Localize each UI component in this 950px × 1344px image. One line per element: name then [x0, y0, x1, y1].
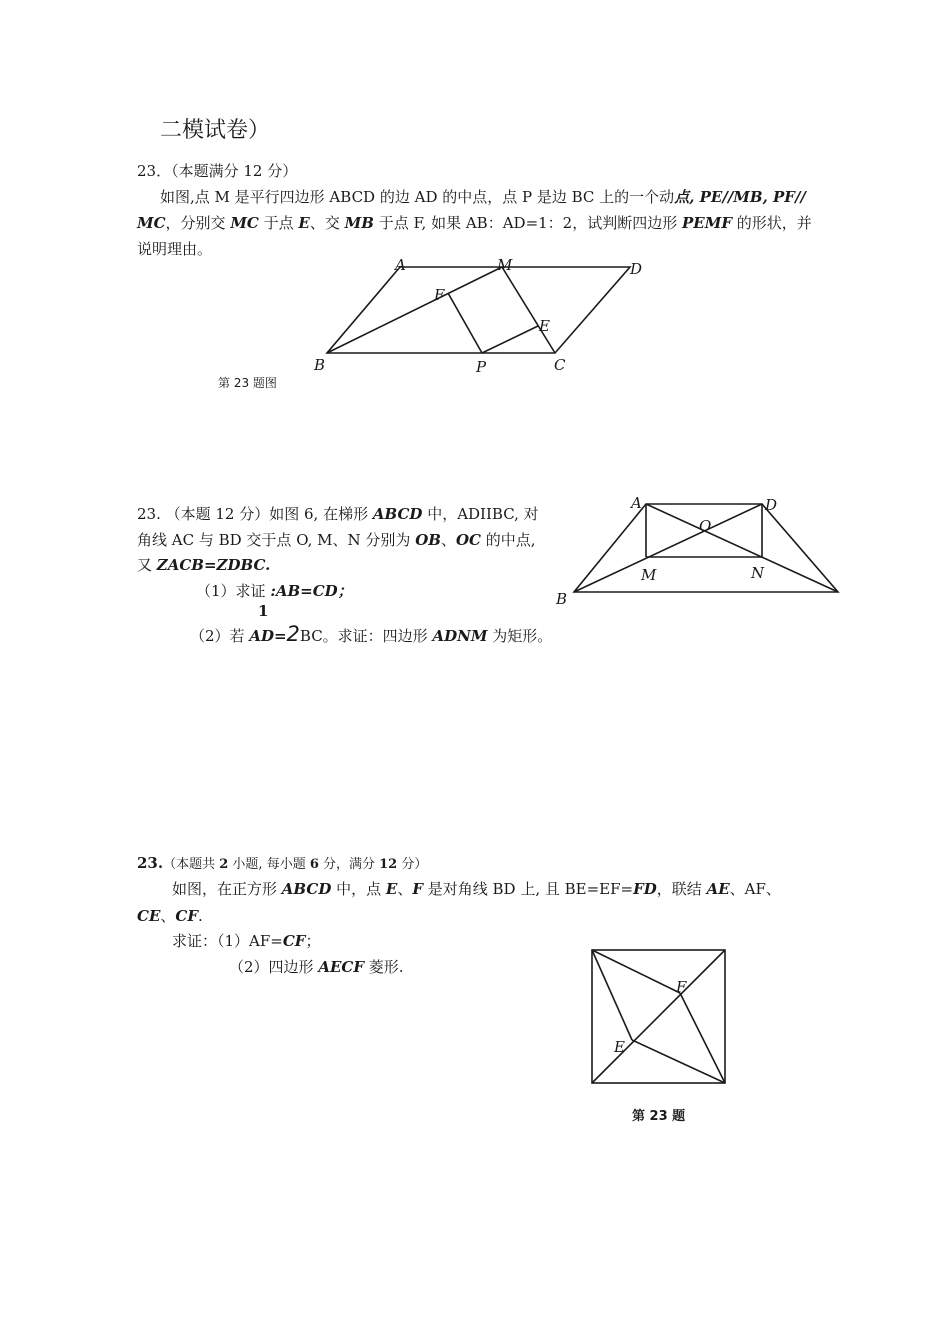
problem1-term: E	[298, 214, 310, 232]
problem2-text: 中，ADIIBC, 对	[422, 505, 539, 523]
problem2-line5: 1	[258, 602, 269, 620]
problem3-term: CF	[282, 932, 306, 950]
problem2-term: ZACB=ZDBC.	[156, 556, 271, 574]
problem3-term: ABCD	[281, 880, 332, 898]
problem3-term: FD	[633, 880, 657, 898]
label-d: D	[765, 496, 778, 514]
problem1-text: 、交	[309, 214, 345, 232]
problem2-text: （1）求证	[196, 582, 271, 600]
problem1-text: 于点 F, 如果 AB：AD=1：2，试判断四边形	[373, 214, 682, 232]
problem2-big-digit: 2	[286, 622, 300, 646]
problem1-text: 的形状，并	[731, 214, 812, 232]
problem3-term: AE	[706, 880, 730, 898]
problem2-term: :AB=CD；	[270, 582, 353, 600]
problem3-text: 求证：（1）AF=	[172, 932, 283, 950]
problem3-score-text: 小题, 每小题	[228, 857, 310, 872]
problem3-text: .	[197, 907, 203, 925]
label-a: A	[395, 256, 406, 274]
problem1-term: PEMF	[682, 214, 732, 232]
label-n: N	[751, 564, 765, 582]
problem2-text: （2）若	[190, 627, 250, 645]
problem3-text: 、AF、	[729, 880, 781, 898]
problem3-score-num: 2	[219, 857, 229, 872]
problem2-text: 的中点,	[480, 531, 536, 549]
problem2-text: 为矩形。	[487, 627, 553, 645]
label-p: P	[476, 358, 487, 376]
problem1-number: 23．	[137, 162, 172, 180]
problem1-text: 于点	[258, 214, 299, 232]
diagonal-bd	[592, 950, 725, 1083]
problem3-score-text: 分）	[397, 857, 428, 872]
problem3-text: 菱形.	[363, 958, 404, 976]
segment-ae	[592, 950, 632, 1040]
problem1-term: MB	[344, 214, 374, 232]
segment-af	[592, 950, 680, 993]
problem3-number: 23.	[137, 854, 164, 872]
problem2-text: 23. （本题 12 分）如图 6, 在梯形	[137, 505, 373, 523]
label-a: A	[631, 494, 642, 512]
problem3-text: （2）四边形	[229, 958, 319, 976]
problem3-term: AECF	[318, 958, 364, 976]
problem3-text: 、	[397, 880, 413, 898]
problem1-line1-text: 如图,点 M 是平行四边形 ABCD 的边 AD 的中点，点 P 是边 BC 上的一个动	[160, 188, 675, 206]
label-m: M	[497, 256, 513, 274]
problem2-term: ABCD	[372, 505, 423, 523]
problem2-text: 角线 AC 与 BD 交于点 O, M、N 分别为	[137, 531, 416, 549]
problem3-term: E	[385, 880, 398, 898]
problem3-text: 中，点	[331, 880, 386, 898]
problem2-text: 又	[137, 556, 157, 574]
problem1-caption: 第 23 题图	[218, 376, 277, 390]
problem3-caption: 第 23 题	[632, 1109, 686, 1124]
problem2-text: 、	[440, 531, 456, 549]
label-m: M	[641, 566, 657, 584]
label-f: F	[676, 978, 687, 996]
problem3-score-num: 12	[379, 857, 398, 872]
problem3-term: F	[412, 880, 423, 898]
problem3-term: CE	[137, 907, 161, 925]
problem3-score-text: （本题共	[163, 857, 220, 872]
label-d: D	[630, 260, 643, 278]
problem3-text: 、	[160, 907, 176, 925]
problem1-score: （本题满分 12 分）	[171, 162, 298, 180]
problem3-score-text: 分，满分	[318, 857, 380, 872]
segment-ce	[632, 1040, 725, 1083]
label-f: F	[434, 286, 445, 304]
problem2-term: AD=	[249, 627, 287, 645]
problem3-text: ，联结	[656, 880, 707, 898]
problem2-term: OB	[415, 531, 441, 549]
problem3-term: CF	[175, 907, 198, 925]
problem3-text: 如图，在正方形	[172, 880, 282, 898]
label-e: E	[539, 317, 550, 335]
label-e: E	[614, 1038, 625, 1056]
problem3-text: 是对角线 BD 上, 且 BE=EF=	[422, 880, 634, 898]
problem1-text: ，分别交	[165, 214, 231, 232]
page-title: 二模试卷）	[160, 118, 271, 143]
label-b: B	[556, 590, 568, 608]
problem2-term: OC	[455, 531, 481, 549]
problem1-line3: 说明理由。	[137, 240, 213, 258]
label-o: O	[699, 517, 712, 535]
problem3-score-num: 6	[309, 857, 319, 872]
segment-cf	[680, 993, 725, 1083]
problem2-text: BC。求证：四边形	[299, 627, 433, 645]
problem1-term: MC	[137, 214, 166, 232]
problem3-text: ；	[305, 932, 321, 950]
label-c: C	[554, 356, 566, 374]
problem1-line1-italic: 点, PE//MB, PF//	[674, 188, 806, 206]
problem2-term: ADNM	[432, 627, 488, 645]
label-b: B	[314, 356, 326, 374]
problem1-term: MC	[230, 214, 259, 232]
